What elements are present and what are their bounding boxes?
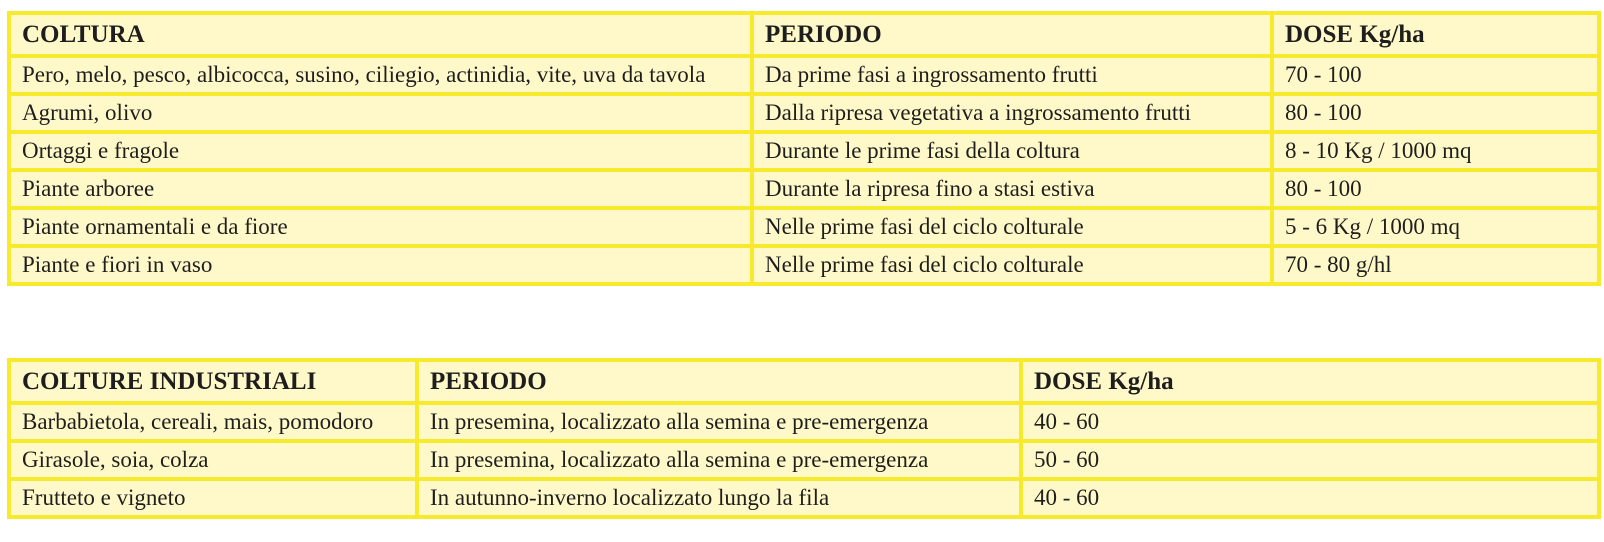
cell-coltura: Barbabietola, cereali, mais, pomodoro (9, 403, 417, 441)
cell-coltura: Agrumi, olivo (9, 94, 752, 132)
colture-industriali-table (7, 358, 1601, 519)
column-header-periodo: PERIODO (752, 13, 1272, 56)
cell-dose: 80 - 100 (1272, 170, 1599, 208)
table-row (9, 479, 1599, 517)
cell-periodo: Durante la ripresa fino a stasi estiva (752, 170, 1272, 208)
column-header-colture-industriali: COLTURE INDUSTRIALI (9, 360, 417, 403)
cell-dose: 40 - 60 (1021, 403, 1599, 441)
cell-coltura: Girasole, soia, colza (9, 441, 417, 479)
table-header-row (9, 360, 1599, 403)
cell-coltura: Piante ornamentali e da fiore (9, 208, 752, 246)
cell-dose: 50 - 60 (1021, 441, 1599, 479)
cell-periodo: Nelle prime fasi del ciclo colturale (752, 208, 1272, 246)
column-header-dose: DOSE Kg/ha (1272, 13, 1599, 56)
column-header-coltura: COLTURA (9, 13, 752, 56)
table-row (9, 403, 1599, 441)
cell-coltura: Piante arboree (9, 170, 752, 208)
cell-periodo: Dalla ripresa vegetativa a ingrossamento frutti (752, 94, 1272, 132)
table-row (9, 441, 1599, 479)
cell-dose: 70 - 80 g/hl (1272, 246, 1599, 284)
cell-periodo: In presemina, localizzato alla semina e pre-emergenza (417, 441, 1021, 479)
column-header-dose: DOSE Kg/ha (1021, 360, 1599, 403)
cell-dose: 5 - 6 Kg / 1000 mq (1272, 208, 1599, 246)
cell-dose: 8 - 10 Kg / 1000 mq (1272, 132, 1599, 170)
column-header-periodo: PERIODO (417, 360, 1021, 403)
cell-periodo: In autunno-inverno localizzato lungo la fila (417, 479, 1021, 517)
cell-coltura: Frutteto e vigneto (9, 479, 417, 517)
cell-dose: 80 - 100 (1272, 94, 1599, 132)
table-row (9, 94, 1599, 132)
table-header-row (9, 13, 1599, 56)
cell-dose: 70 - 100 (1272, 56, 1599, 94)
cell-coltura: Ortaggi e fragole (9, 132, 752, 170)
cell-coltura: Pero, melo, pesco, albicocca, susino, ciliegio, actinidia, vite, uva da tavola (9, 56, 752, 94)
table-row (9, 56, 1599, 94)
table-row (9, 132, 1599, 170)
cell-coltura: Piante e fiori in vaso (9, 246, 752, 284)
cell-periodo: Nelle prime fasi del ciclo colturale (752, 246, 1272, 284)
cell-periodo: In presemina, localizzato alla semina e pre-emergenza (417, 403, 1021, 441)
colture-table (7, 11, 1601, 286)
cell-periodo: Durante le prime fasi della coltura (752, 132, 1272, 170)
table-row (9, 170, 1599, 208)
table-row (9, 246, 1599, 284)
table-row (9, 208, 1599, 246)
cell-periodo: Da prime fasi a ingrossamento frutti (752, 56, 1272, 94)
cell-dose: 40 - 60 (1021, 479, 1599, 517)
